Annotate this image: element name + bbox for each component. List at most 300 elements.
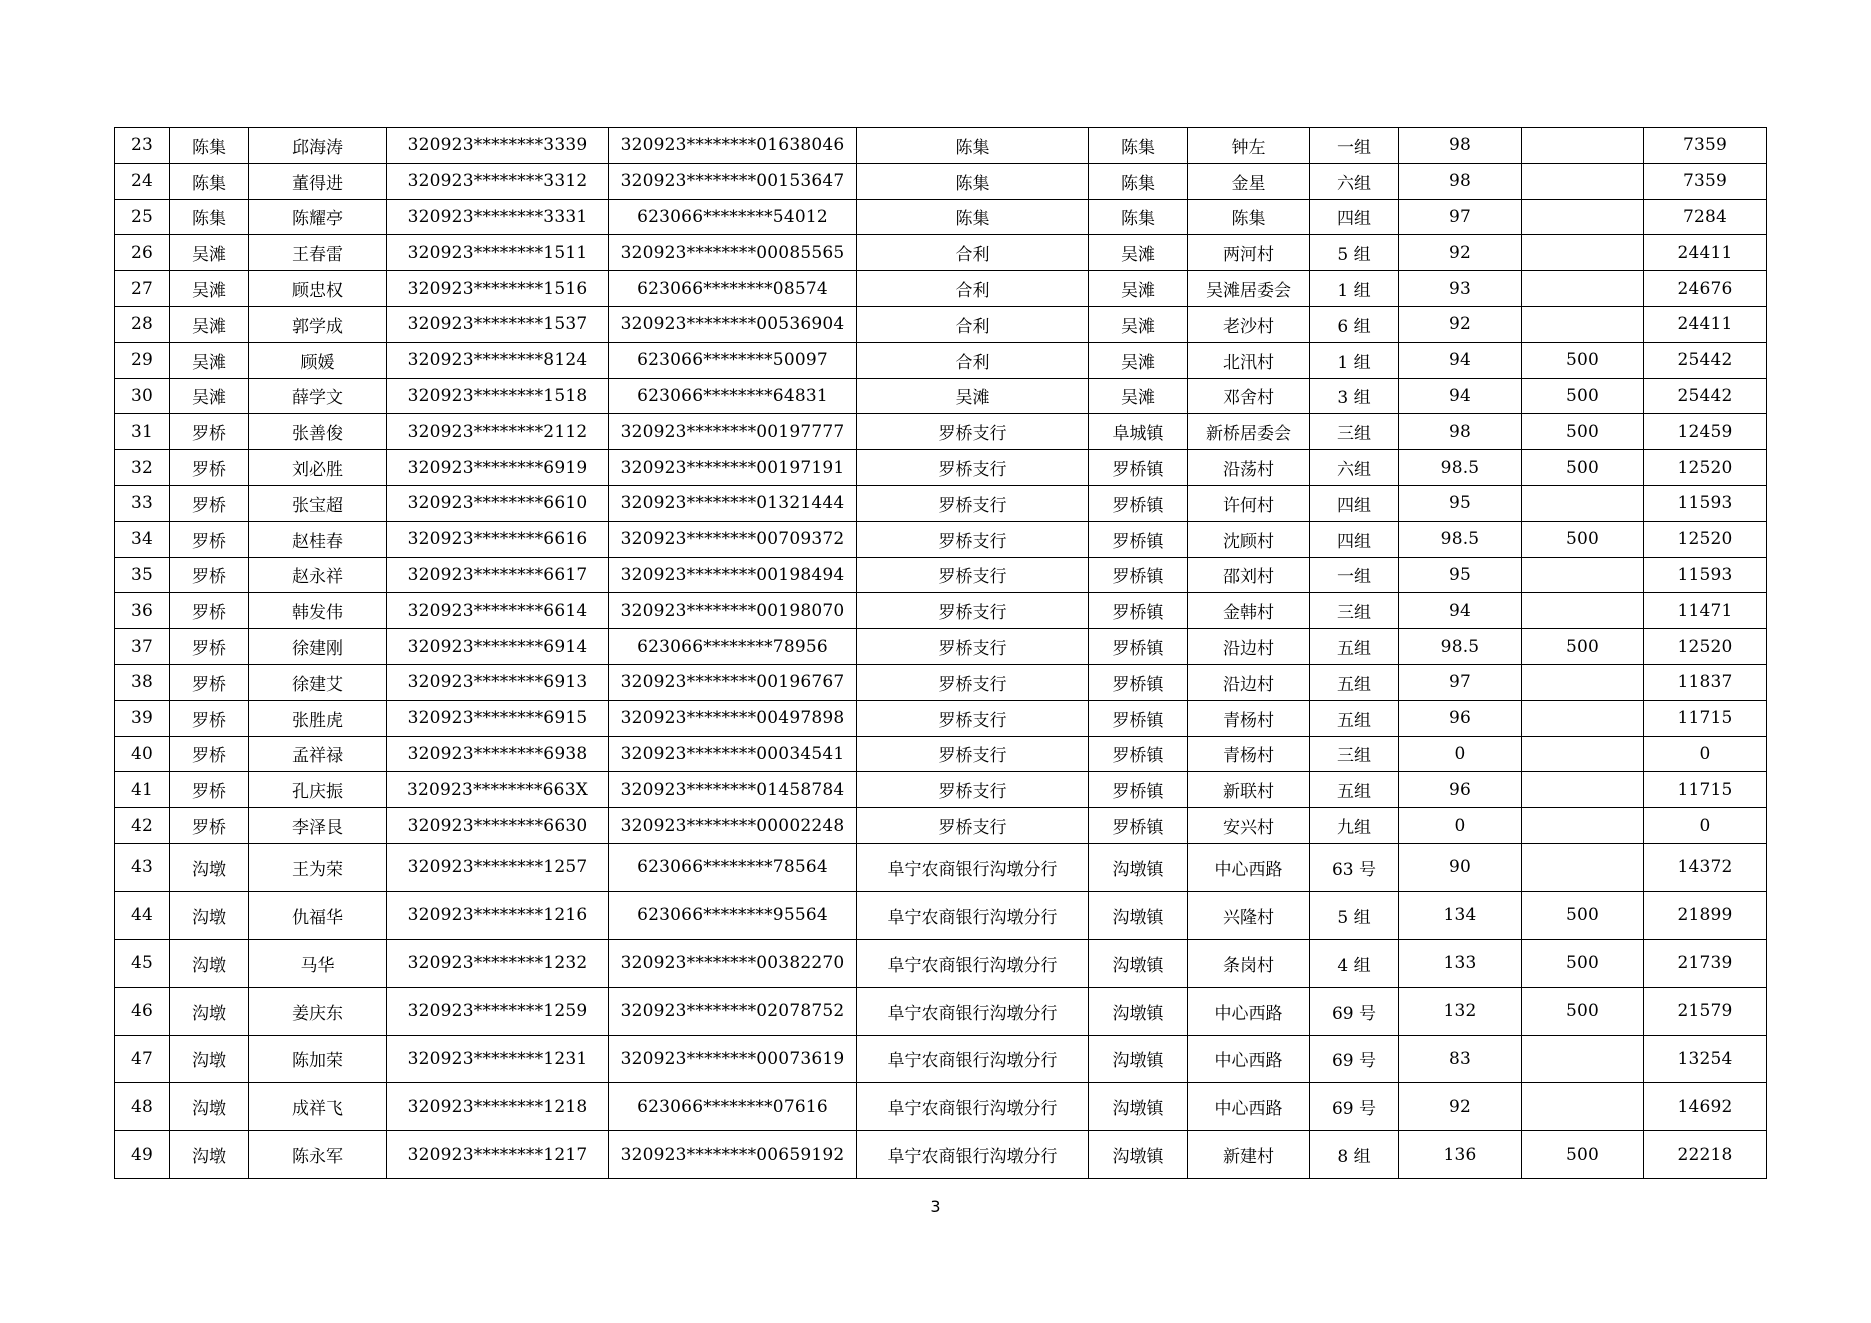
cell-amount: 11471: [1644, 593, 1767, 629]
table-row: [115, 629, 1767, 665]
cell-value-b: 500: [1522, 378, 1644, 414]
cell-bank: 阜宁农商银行沟墩分行: [857, 939, 1089, 987]
cell-account-number: 320923********00073619: [609, 1035, 857, 1083]
cell-village: 两河村: [1188, 235, 1310, 271]
cell-value-a: 98: [1399, 128, 1522, 164]
cell-amount: 12520: [1644, 450, 1767, 486]
cell-seq: 42: [115, 808, 170, 844]
cell-bank: 阜宁农商银行沟墩分行: [857, 1083, 1089, 1131]
cell-bank: 罗桥支行: [857, 736, 1089, 772]
cell-township: 罗桥镇: [1089, 485, 1188, 521]
cell-group: 三组: [1310, 414, 1399, 450]
cell-township: 吴滩: [1089, 378, 1188, 414]
cell-town: 沟墩: [170, 1083, 249, 1131]
cell-seq: 39: [115, 700, 170, 736]
cell-amount: 14692: [1644, 1083, 1767, 1131]
cell-town: 罗桥: [170, 414, 249, 450]
cell-value-a: 98.5: [1399, 521, 1522, 557]
cell-name: 刘必胜: [249, 450, 387, 486]
cell-name: 姜庆东: [249, 987, 387, 1035]
cell-bank: 合利: [857, 271, 1089, 307]
cell-name: 张宝超: [249, 485, 387, 521]
cell-id-number: 320923********8124: [387, 342, 609, 378]
cell-amount: 11593: [1644, 485, 1767, 521]
cell-id-number: 320923********6614: [387, 593, 609, 629]
table-row: [115, 199, 1767, 235]
cell-id-number: 320923********6630: [387, 808, 609, 844]
table-row: [115, 163, 1767, 199]
cell-township: 沟墩镇: [1089, 1083, 1188, 1131]
cell-value-a: 94: [1399, 378, 1522, 414]
cell-town: 吴滩: [170, 271, 249, 307]
table-row: [115, 521, 1767, 557]
cell-seq: 26: [115, 235, 170, 271]
cell-group: 五组: [1310, 629, 1399, 665]
cell-village: 陈集: [1188, 199, 1310, 235]
cell-amount: 7284: [1644, 199, 1767, 235]
page-number: 3: [930, 1197, 941, 1216]
cell-seq: 36: [115, 593, 170, 629]
cell-name: 顾忠权: [249, 271, 387, 307]
cell-township: 罗桥镇: [1089, 629, 1188, 665]
table-row: [115, 1083, 1767, 1131]
cell-account-number: 320923********01458784: [609, 772, 857, 808]
cell-village: 金韩村: [1188, 593, 1310, 629]
cell-value-a: 133: [1399, 939, 1522, 987]
cell-id-number: 320923********1218: [387, 1083, 609, 1131]
cell-township: 罗桥镇: [1089, 736, 1188, 772]
cell-seq: 47: [115, 1035, 170, 1083]
cell-group: 四组: [1310, 521, 1399, 557]
cell-seq: 24: [115, 163, 170, 199]
cell-village: 金星: [1188, 163, 1310, 199]
table-row: [115, 939, 1767, 987]
cell-account-number: 623066********07616: [609, 1083, 857, 1131]
cell-seq: 46: [115, 987, 170, 1035]
cell-township: 吴滩: [1089, 342, 1188, 378]
cell-town: 沟墩: [170, 1131, 249, 1179]
cell-account-number: 320923********00002248: [609, 808, 857, 844]
cell-name: 王为荣: [249, 843, 387, 891]
cell-id-number: 320923********1232: [387, 939, 609, 987]
cell-township: 陈集: [1089, 128, 1188, 164]
cell-amount: 24411: [1644, 306, 1767, 342]
table-row: [115, 891, 1767, 939]
table-row: [115, 271, 1767, 307]
cell-value-a: 0: [1399, 736, 1522, 772]
cell-value-b: [1522, 736, 1644, 772]
cell-name: 邱海涛: [249, 128, 387, 164]
cell-value-b: [1522, 700, 1644, 736]
cell-name: 徐建艾: [249, 664, 387, 700]
cell-bank: 陈集: [857, 128, 1089, 164]
cell-id-number: 320923********6610: [387, 485, 609, 521]
cell-id-number: 320923********1516: [387, 271, 609, 307]
cell-township: 沟墩镇: [1089, 843, 1188, 891]
cell-town: 罗桥: [170, 485, 249, 521]
table-row: [115, 450, 1767, 486]
cell-value-b: 500: [1522, 450, 1644, 486]
cell-id-number: 320923********3312: [387, 163, 609, 199]
cell-id-number: 320923********6914: [387, 629, 609, 665]
cell-account-number: 320923********00382270: [609, 939, 857, 987]
cell-seq: 40: [115, 736, 170, 772]
cell-group: 4 组: [1310, 939, 1399, 987]
cell-name: 李泽艮: [249, 808, 387, 844]
cell-bank: 罗桥支行: [857, 700, 1089, 736]
cell-value-a: 94: [1399, 342, 1522, 378]
cell-bank: 罗桥支行: [857, 664, 1089, 700]
cell-value-b: 500: [1522, 891, 1644, 939]
cell-bank: 罗桥支行: [857, 521, 1089, 557]
cell-amount: 7359: [1644, 128, 1767, 164]
table-row: [115, 843, 1767, 891]
cell-town: 罗桥: [170, 808, 249, 844]
cell-township: 陈集: [1089, 199, 1188, 235]
cell-value-a: 90: [1399, 843, 1522, 891]
cell-bank: 阜宁农商银行沟墩分行: [857, 891, 1089, 939]
cell-bank: 阜宁农商银行沟墩分行: [857, 1131, 1089, 1179]
cell-value-a: 83: [1399, 1035, 1522, 1083]
cell-value-b: [1522, 557, 1644, 593]
cell-town: 罗桥: [170, 664, 249, 700]
cell-amount: 12459: [1644, 414, 1767, 450]
cell-amount: 22218: [1644, 1131, 1767, 1179]
cell-bank: 罗桥支行: [857, 629, 1089, 665]
cell-value-a: 96: [1399, 700, 1522, 736]
cell-name: 徐建刚: [249, 629, 387, 665]
cell-id-number: 320923********1231: [387, 1035, 609, 1083]
cell-seq: 49: [115, 1131, 170, 1179]
table-row: [115, 306, 1767, 342]
cell-bank: 罗桥支行: [857, 557, 1089, 593]
cell-village: 许何村: [1188, 485, 1310, 521]
cell-village: 沿荡村: [1188, 450, 1310, 486]
cell-village: 中心西路: [1188, 843, 1310, 891]
cell-name: 陈永军: [249, 1131, 387, 1179]
cell-amount: 0: [1644, 736, 1767, 772]
cell-village: 邵刘村: [1188, 557, 1310, 593]
cell-seq: 44: [115, 891, 170, 939]
cell-township: 沟墩镇: [1089, 1131, 1188, 1179]
cell-township: 吴滩: [1089, 235, 1188, 271]
cell-town: 罗桥: [170, 629, 249, 665]
cell-bank: 罗桥支行: [857, 485, 1089, 521]
cell-bank: 吴滩: [857, 378, 1089, 414]
cell-town: 吴滩: [170, 306, 249, 342]
cell-village: 中心西路: [1188, 1083, 1310, 1131]
cell-village: 兴隆村: [1188, 891, 1310, 939]
cell-account-number: 320923********00197777: [609, 414, 857, 450]
cell-name: 成祥飞: [249, 1083, 387, 1131]
cell-id-number: 320923********663X: [387, 772, 609, 808]
cell-name: 陈耀亭: [249, 199, 387, 235]
cell-township: 沟墩镇: [1089, 987, 1188, 1035]
cell-account-number: 320923********00536904: [609, 306, 857, 342]
table-row: [115, 772, 1767, 808]
cell-name: 薛学文: [249, 378, 387, 414]
cell-name: 顾媛: [249, 342, 387, 378]
cell-group: 五组: [1310, 700, 1399, 736]
table-row: [115, 1131, 1767, 1179]
cell-account-number: 320923********00085565: [609, 235, 857, 271]
table-row: [115, 808, 1767, 844]
table-row: [115, 414, 1767, 450]
cell-id-number: 320923********6616: [387, 521, 609, 557]
cell-town: 罗桥: [170, 557, 249, 593]
table-row: [115, 1035, 1767, 1083]
cell-town: 沟墩: [170, 939, 249, 987]
cell-amount: 24676: [1644, 271, 1767, 307]
table-row: [115, 342, 1767, 378]
cell-value-b: [1522, 1083, 1644, 1131]
cell-group: 6 组: [1310, 306, 1399, 342]
cell-group: 九组: [1310, 808, 1399, 844]
cell-town: 罗桥: [170, 450, 249, 486]
cell-village: 老沙村: [1188, 306, 1310, 342]
cell-township: 沟墩镇: [1089, 1035, 1188, 1083]
cell-account-number: 320923********00153647: [609, 163, 857, 199]
cell-township: 罗桥镇: [1089, 521, 1188, 557]
cell-value-a: 93: [1399, 271, 1522, 307]
cell-value-b: [1522, 271, 1644, 307]
cell-village: 沈顾村: [1188, 521, 1310, 557]
table-row: [115, 128, 1767, 164]
cell-village: 中心西路: [1188, 987, 1310, 1035]
cell-group: 三组: [1310, 736, 1399, 772]
cell-value-a: 94: [1399, 593, 1522, 629]
cell-group: 五组: [1310, 772, 1399, 808]
table-row: [115, 485, 1767, 521]
cell-value-a: 95: [1399, 557, 1522, 593]
cell-township: 沟墩镇: [1089, 891, 1188, 939]
cell-town: 沟墩: [170, 987, 249, 1035]
table-row: [115, 378, 1767, 414]
cell-amount: 7359: [1644, 163, 1767, 199]
cell-seq: 48: [115, 1083, 170, 1131]
cell-group: 5 组: [1310, 891, 1399, 939]
cell-value-b: 500: [1522, 342, 1644, 378]
cell-value-b: 500: [1522, 1131, 1644, 1179]
cell-seq: 25: [115, 199, 170, 235]
cell-value-a: 95: [1399, 485, 1522, 521]
cell-account-number: 320923********00709372: [609, 521, 857, 557]
cell-village: 沿边村: [1188, 629, 1310, 665]
cell-village: 北汛村: [1188, 342, 1310, 378]
cell-town: 沟墩: [170, 891, 249, 939]
cell-value-b: [1522, 306, 1644, 342]
cell-value-b: [1522, 772, 1644, 808]
cell-seq: 34: [115, 521, 170, 557]
cell-bank: 阜宁农商银行沟墩分行: [857, 843, 1089, 891]
cell-name: 孟祥禄: [249, 736, 387, 772]
cell-township: 罗桥镇: [1089, 772, 1188, 808]
cell-value-b: [1522, 664, 1644, 700]
cell-value-b: [1522, 485, 1644, 521]
cell-id-number: 320923********6617: [387, 557, 609, 593]
records-table: [114, 127, 1767, 1179]
cell-group: 8 组: [1310, 1131, 1399, 1179]
cell-group: 一组: [1310, 128, 1399, 164]
cell-id-number: 320923********2112: [387, 414, 609, 450]
cell-group: 四组: [1310, 485, 1399, 521]
cell-name: 仇福华: [249, 891, 387, 939]
cell-seq: 33: [115, 485, 170, 521]
cell-seq: 43: [115, 843, 170, 891]
cell-account-number: 320923********00196767: [609, 664, 857, 700]
cell-township: 罗桥镇: [1089, 450, 1188, 486]
cell-group: 69 号: [1310, 987, 1399, 1035]
cell-amount: 11837: [1644, 664, 1767, 700]
cell-group: 63 号: [1310, 843, 1399, 891]
cell-seq: 28: [115, 306, 170, 342]
cell-amount: 12520: [1644, 521, 1767, 557]
cell-value-a: 97: [1399, 199, 1522, 235]
cell-id-number: 320923********6938: [387, 736, 609, 772]
cell-account-number: 320923********00659192: [609, 1131, 857, 1179]
cell-value-b: [1522, 199, 1644, 235]
cell-amount: 13254: [1644, 1035, 1767, 1083]
cell-account-number: 320923********00198494: [609, 557, 857, 593]
cell-amount: 21579: [1644, 987, 1767, 1035]
cell-name: 张善俊: [249, 414, 387, 450]
table-row: [115, 736, 1767, 772]
cell-bank: 阜宁农商银行沟墩分行: [857, 1035, 1089, 1083]
cell-township: 罗桥镇: [1089, 593, 1188, 629]
cell-village: 吴滩居委会: [1188, 271, 1310, 307]
cell-value-b: [1522, 1035, 1644, 1083]
cell-seq: 29: [115, 342, 170, 378]
cell-name: 董得进: [249, 163, 387, 199]
cell-group: 69 号: [1310, 1035, 1399, 1083]
cell-group: 六组: [1310, 450, 1399, 486]
cell-village: 邓舍村: [1188, 378, 1310, 414]
cell-township: 吴滩: [1089, 271, 1188, 307]
cell-town: 罗桥: [170, 593, 249, 629]
cell-village: 安兴村: [1188, 808, 1310, 844]
cell-name: 张胜虎: [249, 700, 387, 736]
cell-value-b: [1522, 163, 1644, 199]
cell-group: 1 组: [1310, 342, 1399, 378]
cell-bank: 阜宁农商银行沟墩分行: [857, 987, 1089, 1035]
cell-id-number: 320923********1259: [387, 987, 609, 1035]
cell-township: 罗桥镇: [1089, 700, 1188, 736]
cell-value-b: 500: [1522, 939, 1644, 987]
cell-value-a: 132: [1399, 987, 1522, 1035]
cell-value-a: 98: [1399, 414, 1522, 450]
table-row: [115, 664, 1767, 700]
cell-value-b: 500: [1522, 414, 1644, 450]
cell-village: 中心西路: [1188, 1035, 1310, 1083]
cell-id-number: 320923********1257: [387, 843, 609, 891]
cell-township: 陈集: [1089, 163, 1188, 199]
cell-township: 阜城镇: [1089, 414, 1188, 450]
cell-village: 青杨村: [1188, 700, 1310, 736]
cell-amount: 14372: [1644, 843, 1767, 891]
cell-seq: 38: [115, 664, 170, 700]
cell-value-a: 98: [1399, 163, 1522, 199]
cell-group: 1 组: [1310, 271, 1399, 307]
cell-town: 吴滩: [170, 235, 249, 271]
cell-value-a: 92: [1399, 306, 1522, 342]
cell-value-a: 92: [1399, 235, 1522, 271]
cell-group: 5 组: [1310, 235, 1399, 271]
cell-account-number: 623066********54012: [609, 199, 857, 235]
cell-amount: 0: [1644, 808, 1767, 844]
cell-town: 陈集: [170, 128, 249, 164]
cell-township: 吴滩: [1089, 306, 1188, 342]
cell-value-a: 97: [1399, 664, 1522, 700]
cell-name: 孔庆振: [249, 772, 387, 808]
cell-id-number: 320923********1518: [387, 378, 609, 414]
cell-value-a: 136: [1399, 1131, 1522, 1179]
cell-id-number: 320923********1537: [387, 306, 609, 342]
cell-name: 陈加荣: [249, 1035, 387, 1083]
cell-group: 69 号: [1310, 1083, 1399, 1131]
cell-village: 新联村: [1188, 772, 1310, 808]
cell-account-number: 623066********50097: [609, 342, 857, 378]
cell-name: 王春雷: [249, 235, 387, 271]
cell-seq: 27: [115, 271, 170, 307]
cell-bank: 陈集: [857, 199, 1089, 235]
cell-id-number: 320923********3331: [387, 199, 609, 235]
cell-town: 罗桥: [170, 736, 249, 772]
cell-amount: 21739: [1644, 939, 1767, 987]
cell-town: 沟墩: [170, 843, 249, 891]
cell-town: 陈集: [170, 199, 249, 235]
cell-village: 青杨村: [1188, 736, 1310, 772]
cell-village: 条岗村: [1188, 939, 1310, 987]
table-row: [115, 557, 1767, 593]
cell-value-b: 500: [1522, 521, 1644, 557]
cell-township: 罗桥镇: [1089, 664, 1188, 700]
cell-bank: 陈集: [857, 163, 1089, 199]
cell-value-b: 500: [1522, 629, 1644, 665]
cell-seq: 31: [115, 414, 170, 450]
cell-group: 五组: [1310, 664, 1399, 700]
cell-value-b: [1522, 235, 1644, 271]
cell-account-number: 623066********64831: [609, 378, 857, 414]
cell-group: 四组: [1310, 199, 1399, 235]
cell-town: 罗桥: [170, 521, 249, 557]
cell-amount: 11715: [1644, 772, 1767, 808]
cell-township: 罗桥镇: [1089, 808, 1188, 844]
cell-amount: 12520: [1644, 629, 1767, 665]
cell-account-number: 320923********00197191: [609, 450, 857, 486]
cell-name: 赵桂春: [249, 521, 387, 557]
cell-id-number: 320923********1216: [387, 891, 609, 939]
cell-name: 赵永祥: [249, 557, 387, 593]
cell-village: 新建村: [1188, 1131, 1310, 1179]
cell-id-number: 320923********3339: [387, 128, 609, 164]
cell-amount: 11715: [1644, 700, 1767, 736]
cell-name: 马华: [249, 939, 387, 987]
table-row: [115, 987, 1767, 1035]
cell-bank: 罗桥支行: [857, 808, 1089, 844]
cell-id-number: 320923********6915: [387, 700, 609, 736]
cell-amount: 24411: [1644, 235, 1767, 271]
cell-value-a: 92: [1399, 1083, 1522, 1131]
cell-value-b: 500: [1522, 987, 1644, 1035]
cell-bank: 合利: [857, 235, 1089, 271]
cell-bank: 合利: [857, 342, 1089, 378]
cell-id-number: 320923********1511: [387, 235, 609, 271]
cell-group: 3 组: [1310, 378, 1399, 414]
cell-amount: 25442: [1644, 378, 1767, 414]
cell-town: 陈集: [170, 163, 249, 199]
cell-seq: 32: [115, 450, 170, 486]
cell-account-number: 320923********02078752: [609, 987, 857, 1035]
